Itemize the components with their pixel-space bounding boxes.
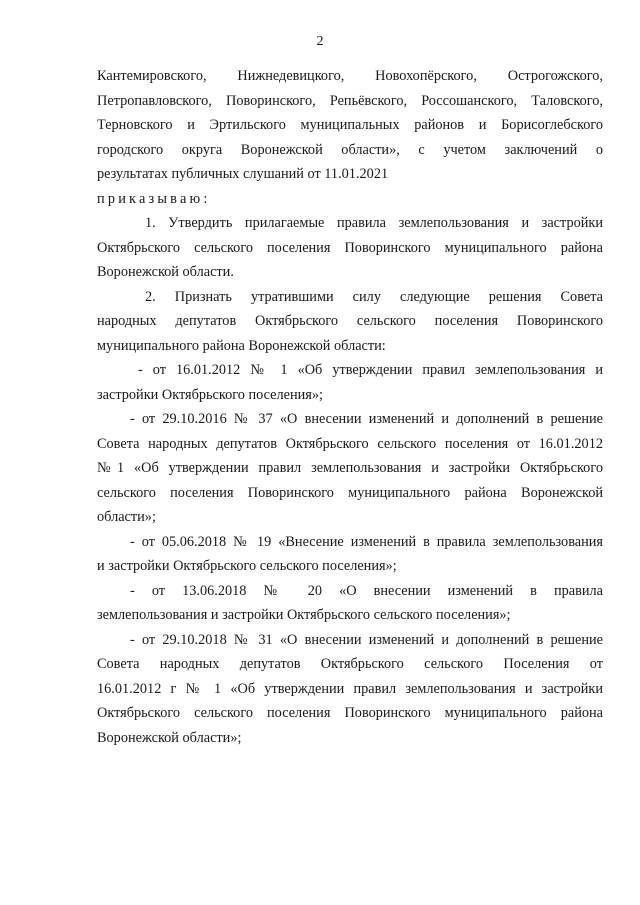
document-line: - от 13.06.2018 № 20 «О внесении изменений в правила xyxy=(130,582,603,599)
document-line: Воронежской области. xyxy=(97,264,234,280)
document-line: приказываю: xyxy=(97,190,211,207)
document-line: 1. Утвердить прилагаемые правила землепользования и застройки xyxy=(145,215,603,231)
document-line: 16.01.2012 г № 1 «Об утверждении правил землепользования и застройки xyxy=(97,680,603,697)
document-line: Октябрьского сельского поселения Поворинского муниципального района xyxy=(97,705,603,721)
document-line: области»; xyxy=(97,509,156,525)
document-line: Терновского и Эртильского муниципальных районов и Борисоглебского xyxy=(97,117,603,133)
document-line: Воронежской области»; xyxy=(97,729,242,746)
page-number: 2 xyxy=(316,34,324,49)
document-line: и застройки Октябрьского сельского поселения»; xyxy=(97,558,397,574)
document-line: землепользования и застройки Октябрьского сельского поселения»; xyxy=(97,607,511,623)
document-line: - от 16.01.2012 № 1 «Об утверждении правил землепользования и xyxy=(138,362,603,378)
document-line: результатах публичных слушаний от 11.01.2021 xyxy=(97,166,389,182)
document-line: - от 05.06.2018 № 19 «Внесение изменений в правила землепользования xyxy=(130,533,603,550)
document-line: застройки Октябрьского поселения»; xyxy=(97,386,323,403)
document-line: 2. Признать утратившими силу следующие решения Совета xyxy=(145,288,603,305)
document-line: народных депутатов Октябрьского сельского поселения Поворинского xyxy=(97,313,603,329)
document-line: городского округа Воронежской области», с учетом заключений о xyxy=(97,141,603,158)
document-line: - от 29.10.2018 № 31 «О внесении изменений и дополнений в решение xyxy=(130,631,603,648)
document-line: - от 29.10.2016 № 37 «О внесении изменений и дополнений в решение xyxy=(130,411,603,427)
document-line: Совета народных депутатов Октябрьского сельского Поселения от xyxy=(97,656,603,672)
document-line: Кантемировского, Нижнедевицкого, Новохопёрского, Острогожского, xyxy=(97,68,603,84)
document-line: Октябрьского сельского поселения Поворинского муниципального района xyxy=(97,239,603,256)
document-line: сельского поселения Поворинского муниципального района Воронежской xyxy=(97,484,603,501)
document-line: муниципального района Воронежской области: xyxy=(97,337,386,354)
document-line: Петропавловского, Поворинского, Репьёвского, Россошанского, Таловского, xyxy=(97,92,603,109)
document-line: №1 «Об утверждении правил землепользования и застройки Октябрьского xyxy=(97,460,603,476)
document-line: Совета народных депутатов Октябрьского сельского поселения от 16.01.2012 xyxy=(97,435,603,452)
document-body xyxy=(97,64,603,750)
